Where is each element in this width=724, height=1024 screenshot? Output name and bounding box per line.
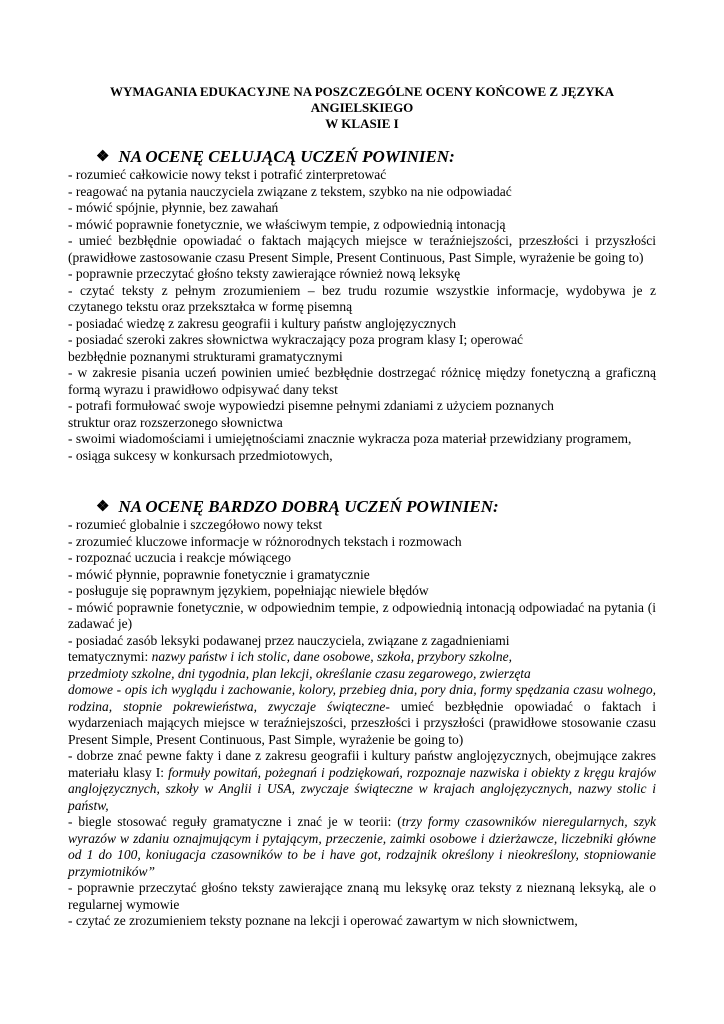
- facts-italic: formuły powitań, pożegnań i podziękowań, rozpoznaje nazwiska i obiekty z kręgu krajów anglojęzycznych, szkoły w Anglii i USA, zwyczaje świąteczne w krajach anglojęzycznych, nazwy stolic i państw,: [68, 764, 657, 813]
- diamond-bullet-icon: ❖: [96, 149, 110, 165]
- section-list-celujaca: [68, 167, 656, 464]
- list-item: - posiadać wiedzę z zakresu geografii i kultury państw anglojęzycznych: [68, 315, 456, 331]
- grammar-italic: trzy formy czasowników nieregularnych, szyk wyrazów w zdaniu oznajmującym i pytającym, przeczenie, zaimki osobowe i dzierżawcze, liczebniki główne od 1 do 100, koniugacja czasowników to be i have got, rodzajnik określony i nieokreślony, stopniowanie przymiotników”: [68, 814, 656, 879]
- section-heading-text: NA OCENĘ BARDZO DOBRĄ UCZEŃ POWINIEN:: [118, 497, 499, 516]
- list-item: - posiadać szeroki zakres słownictwa wykraczający poza program klasy I; operować: [68, 332, 524, 347]
- list-item: - czytać teksty z pełnym zrozumieniem – bez trudu rozumie wszystkie informacje, wydobywa je z czytanego tekstu oraz przekształca w formę pisemną: [68, 282, 656, 314]
- themes-lead: tematycznymi:: [68, 649, 152, 664]
- title-line-1: WYMAGANIA EDUKACYJNE NA POSZCZEGÓLNE OCENY KOŃCOWE Z JĘZYKA: [109, 84, 615, 99]
- list-item-facts: [68, 748, 656, 814]
- list-item: - poprawnie przeczytać głośno teksty zawierające znaną mu leksykę oraz teksty z nieznaną leksyką, ale o regularnej wymowie: [68, 880, 656, 912]
- title-line-3: W KLASIE I: [325, 116, 399, 131]
- list-item: - czytać ze zrozumieniem teksty poznane na lekcji i operować zawartym w nich słownictwem,: [68, 913, 578, 928]
- list-item: - mówić poprawnie fonetycznie, we właściwym tempie, z odpowiednią intonacją: [68, 216, 506, 232]
- list-item: - mówić spójnie, płynnie, bez zawahań: [68, 200, 279, 215]
- themes-tail: - umieć bezbłędnie opowiadać o faktach i wydarzeniach mających miejsce w teraźniejszości, przeszłości i przyszłości (prawidłowe stosowanie czasu Present Simple, Present Continuous, Past Simple, wyrażenie be going to): [68, 698, 656, 747]
- themes-italic-3: domowe - opis ich wyglądu i zachowanie, kolory, przebieg dnia, pory dnia, formy spędzania czasu wolnego, rodzina, stopnie pokrewieństwa, zwyczaje świąteczne: [68, 682, 656, 714]
- themes-italic-2: przedmioty szkolne, dni tygodnia, plan lekcji, określanie czasu zegarowego, zwierzęta: [68, 665, 531, 681]
- list-item: - w zakresie pisania uczeń powinien umieć bezbłędnie dostrzegać różnicę między fonetyczną a graficzną formą wyrazu i prawidłowo odpisywać dany tekst: [68, 365, 656, 397]
- list-item: - mówić płynnie, poprawnie fonetycznie i gramatycznie: [68, 566, 370, 582]
- list-item: struktur oraz rozszerzonego słownictwa: [68, 414, 283, 430]
- list-item: - poprawnie przeczytać głośno teksty zawierające również nową leksykę: [68, 266, 461, 281]
- section-heading-celujaca: [96, 147, 656, 167]
- list-item: - osiąga sukcesy w konkursach przedmiotowych,: [68, 447, 333, 463]
- list-item: - umieć bezbłędnie opowiadać o faktach mających miejsce w teraźniejszości, przeszłości i przyszłości (prawidłowe zastosowanie czasu Present Simple, Present Continuous, Past Simple, wyrażenie be going to): [68, 233, 656, 265]
- list-item: - potrafi formułować swoje wypowiedzi pisemne pełnymi zdaniami z użyciem poznanych: [68, 398, 554, 413]
- list-item: - reagować na pytania nauczyciela związane z tekstem, szybko na nie odpowiadać: [68, 183, 512, 199]
- themes-italic-1: nazwy państw i ich stolic, dane osobowe, szkoła, przybory szkolne,: [151, 649, 512, 664]
- list-item: bezbłędnie poznanymi strukturami gramatycznymi: [68, 348, 343, 364]
- list-item: - posiadać zasób leksyki podawanej przez nauczyciela, związane z zagadnieniami: [68, 632, 510, 648]
- document-title: [68, 84, 656, 132]
- list-item: - zrozumieć kluczowe informacje w różnorodnych tekstach i rozmowach: [68, 533, 462, 549]
- list-item: - rozumieć globalnie i szczegółowo nowy tekst: [68, 517, 323, 532]
- list-item: - rozumieć całkowicie nowy tekst i potrafić zinterpretować: [68, 167, 387, 182]
- section-spacer: [68, 464, 656, 497]
- list-item: - rozpoznać uczucia i reakcje mówiącego: [68, 550, 291, 565]
- section-heading-text: NA OCENĘ CELUJĄCĄ UCZEŃ POWINIEN:: [118, 147, 455, 166]
- list-item-grammar: [68, 814, 656, 880]
- section-heading-bardzo-dobra: [96, 497, 656, 517]
- list-item: - posługuje się poprawnym językiem, popełniając niewiele błędów: [68, 583, 429, 598]
- list-item: - swoimi wiadomościami i umiejętnościami znacznie wykracza poza materiał przewidziany programem,: [68, 431, 632, 446]
- diamond-bullet-icon: ❖: [96, 499, 110, 515]
- list-item: - mówić poprawnie fonetycznie, w odpowiednim tempie, z odpowiednią intonacją odpowiadać na pytania (i zadawać je): [68, 599, 656, 631]
- facts-lead: - dobrze znać pewne fakty i dane z zakresu geografii i kultury państw anglojęzycznych, obejmujące zakres materiału klasy I:: [68, 748, 656, 780]
- section-list-bardzo-dobra: [68, 517, 656, 930]
- list-item-themes: [68, 649, 656, 748]
- grammar-lead: - biegle stosować reguły gramatyczne i znać je w teorii: (: [68, 814, 402, 829]
- title-line-2: ANGIELSKIEGO: [310, 100, 414, 115]
